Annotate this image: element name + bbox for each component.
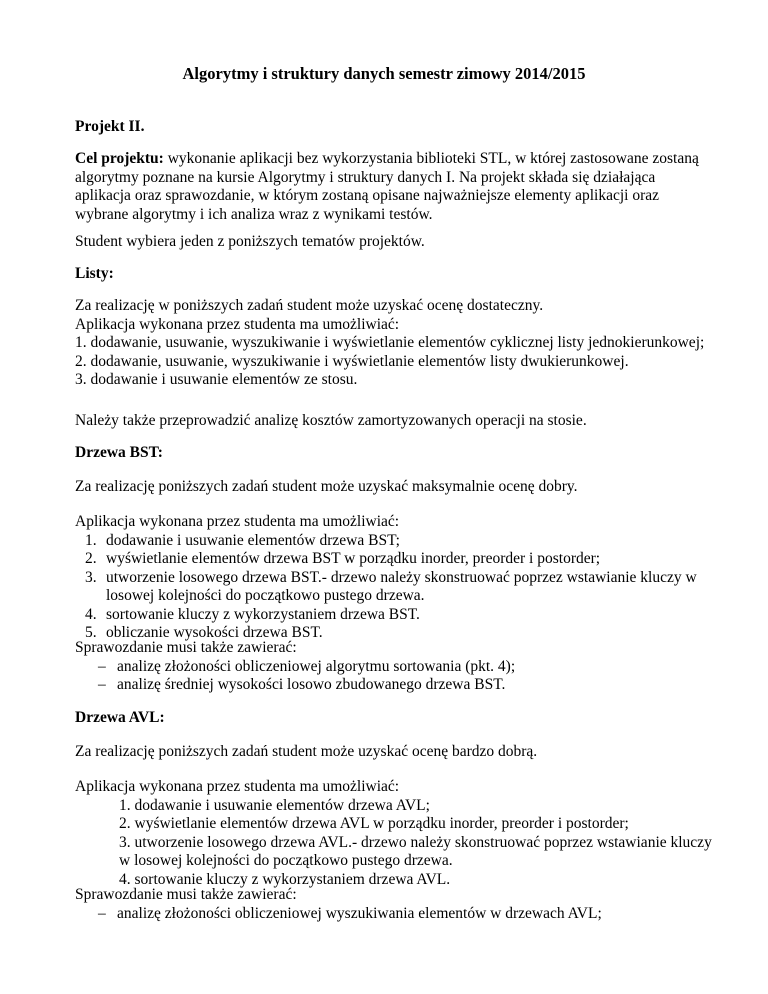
- avl-item: 1. dodawanie i usuwanie elementów drzewa AVL;: [119, 796, 430, 814]
- avl-section: [75, 778, 715, 889]
- avl-report: [75, 886, 715, 923]
- bst-intro: Aplikacja wykonana przez studenta ma umożliwiać:: [75, 513, 400, 530]
- lists-section: [75, 297, 715, 390]
- avl-item: 4. sortowanie kluczy z wykorzystaniem drzewa AVL.: [119, 870, 451, 888]
- bst-report-intro: Sprawozdanie musi także zawierać:: [75, 639, 297, 656]
- avl-items: [75, 797, 715, 890]
- dash-bullet-icon: –: [98, 904, 106, 922]
- lists-grade: Za realizację w poniższych zadań student może uzyskać ocenę dostateczny.: [75, 297, 544, 314]
- project-heading: Projekt II.: [75, 118, 145, 135]
- avl-heading: Drzewa AVL:: [75, 709, 165, 726]
- bst-item: 5. obliczanie wysokości drzewa BST.: [85, 624, 323, 641]
- document-title: Algorytmy i struktury danych semestr zimowy 2014/2015: [182, 64, 586, 83]
- lists-item-2: 2. dodawanie, usuwanie, wyszukiwanie i wyświetlanie elementów listy dwukierunkowej.: [75, 352, 629, 370]
- avl-report-items: [75, 905, 715, 924]
- dash-bullet-icon: –: [98, 676, 106, 693]
- lists-intro: Aplikacja wykonana przez studenta ma umożliwiać:: [75, 315, 400, 333]
- bst-item: 1. dodawanie i usuwanie elementów drzewa BST;: [85, 531, 400, 549]
- goal-label: Cel projektu:: [75, 150, 164, 167]
- avl-item: 3. utworzenie losowego drzewa AVL.- drzewo należy skonstruować poprzez wstawianie kluczy w losowej kolejności do początkowo pustego drzewa.: [119, 833, 712, 869]
- goal-paragraph: [75, 150, 715, 224]
- lists-heading: Listy:: [75, 265, 114, 282]
- bst-item: 2. wyświetlanie elementów drzewa BST w porządku inorder, preorder i postorder;: [85, 550, 601, 567]
- bst-grade: Za realizację poniższych zadań student może uzyskać maksymalnie ocenę dobry.: [75, 478, 578, 495]
- lists-item-3: 3. dodawanie i usuwanie elementów ze stosu.: [75, 371, 358, 388]
- bst-report-items: [75, 658, 715, 695]
- bst-report-item: – analizę złożoności obliczeniowej algorytmu sortowania (pkt. 4);: [98, 657, 516, 675]
- lists-note: Należy także przeprowadzić analizę kosztów zamortyzowanych operacji na stosie.: [75, 412, 587, 429]
- bst-item: 3. utworzenie losowego drzewa BST.- drzewo należy skonstruować poprzez wstawianie kluczy w losowej kolejności do początkowo pustego drzewa.: [85, 568, 697, 604]
- dash-bullet-icon: –: [98, 657, 106, 675]
- bst-section: [75, 513, 715, 643]
- avl-report-intro: Sprawozdanie musi także zawierać:: [75, 886, 297, 903]
- avl-intro: Aplikacja wykonana przez studenta ma umożliwiać:: [75, 778, 400, 795]
- avl-item: 2. wyświetlanie elementów drzewa AVL w porządku inorder, preorder i postorder;: [119, 815, 629, 832]
- bst-items: [75, 532, 715, 643]
- bst-report: [75, 639, 715, 695]
- choose-paragraph: Student wybiera jeden z poniższych tematów projektów.: [75, 233, 425, 250]
- bst-heading: Drzewa BST:: [75, 444, 163, 461]
- goal-text: wykonanie aplikacji bez wykorzystania biblioteki STL, w której zastosowane zostaną algorytmy poznane na kursie Algorytmy i struktury danych I. Na projekt składa się działająca aplikacja oraz sprawozdanie, w którym zostaną opisane najważniejsze elementy aplikacji oraz wybrane algorytmy i ich analiza wraz z wynikami testów.: [75, 150, 699, 223]
- avl-grade: Za realizację poniższych zadań student może uzyskać ocenę bardzo dobrą.: [75, 743, 538, 760]
- bst-item: 4. sortowanie kluczy z wykorzystaniem drzewa BST.: [85, 605, 420, 623]
- lists-item-1: 1. dodawanie, usuwanie, wyszukiwanie i wyświetlanie elementów cyklicznej listy jednokierunkowej;: [75, 334, 705, 351]
- avl-report-item: – analizę złożoności obliczeniowej wyszukiwania elementów w drzewach AVL;: [98, 904, 602, 922]
- bst-report-item: – analizę średniej wysokości losowo zbudowanego drzewa BST.: [98, 676, 506, 693]
